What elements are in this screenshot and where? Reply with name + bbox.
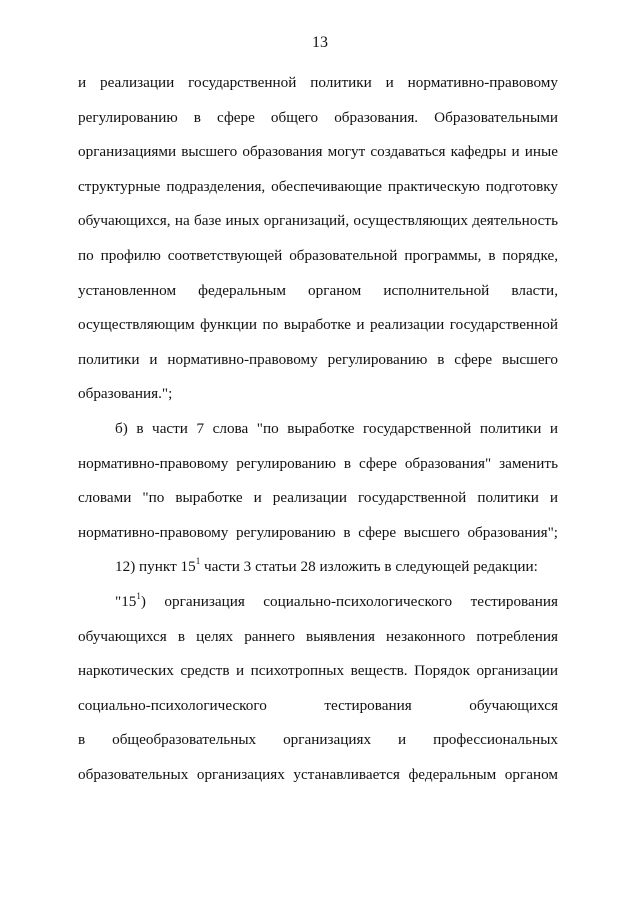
text-line: наркотических средств и психотропных веществ. Порядок организации <box>78 662 558 680</box>
text-fragment: части 3 статьи 28 изложить в следующей редакции: <box>200 558 538 576</box>
text-line: социально-психологического тестирования обучающихся <box>78 696 558 714</box>
superscript: 1 <box>195 556 201 567</box>
text-line: нормативно-правовому регулированию в сфере образования" заменить <box>78 454 558 472</box>
text-line: в общеобразовательных организациях и профессиональных <box>78 731 558 749</box>
text-line: нормативно-правовому регулированию в сфере высшего образования"; <box>78 523 558 541</box>
text-line: обучающихся, на базе иных организаций, осуществляющих деятельность <box>78 212 558 230</box>
paragraph-quoted-clause <box>78 585 558 793</box>
text-line: установленном федеральным органом исполнительной власти, <box>78 281 558 299</box>
paragraph-continuation <box>78 66 558 412</box>
text-line: структурные подразделения, обеспечивающие практическую подготовку <box>78 177 558 195</box>
text-line: политики и нормативно-правовому регулированию в сфере высшего <box>78 350 558 368</box>
text-line: образовательных организациях устанавливается федеральным органом <box>78 765 558 783</box>
text-line: и реализации государственной политики и нормативно-правовому <box>78 74 558 91</box>
text-line: обучающихся в целях раннего выявления незаконного потребления <box>78 627 558 645</box>
text-line: по профилю соответствующей образовательной программы, в порядке, <box>78 246 558 264</box>
text-fragment: ) организация социально-психологического тестирования <box>140 592 558 610</box>
text-fragment: "15 <box>115 592 137 610</box>
superscript: 1 <box>136 590 141 601</box>
text-line: осуществляющим функции по выработке и реализации государственной <box>78 316 558 334</box>
text-line: организациями высшего образования могут создаваться кафедры и иные <box>78 143 558 161</box>
paragraph-item-12 <box>78 550 558 585</box>
text-line: б) в части 7 слова "по выработке государственной политики и <box>115 419 558 437</box>
text-line <box>78 550 558 585</box>
paragraph-item-b <box>78 412 558 550</box>
text-line: словами "по выработке и реализации государственной политики и <box>78 489 558 507</box>
text-fragment: 12) пункт 15 <box>115 558 196 576</box>
text-line <box>78 585 558 620</box>
page-number: 13 <box>312 34 328 51</box>
text-line: образования."; <box>78 385 173 403</box>
text-line: регулированию в сфере общего образования. Образовательными <box>78 108 558 126</box>
document-body <box>78 66 558 792</box>
